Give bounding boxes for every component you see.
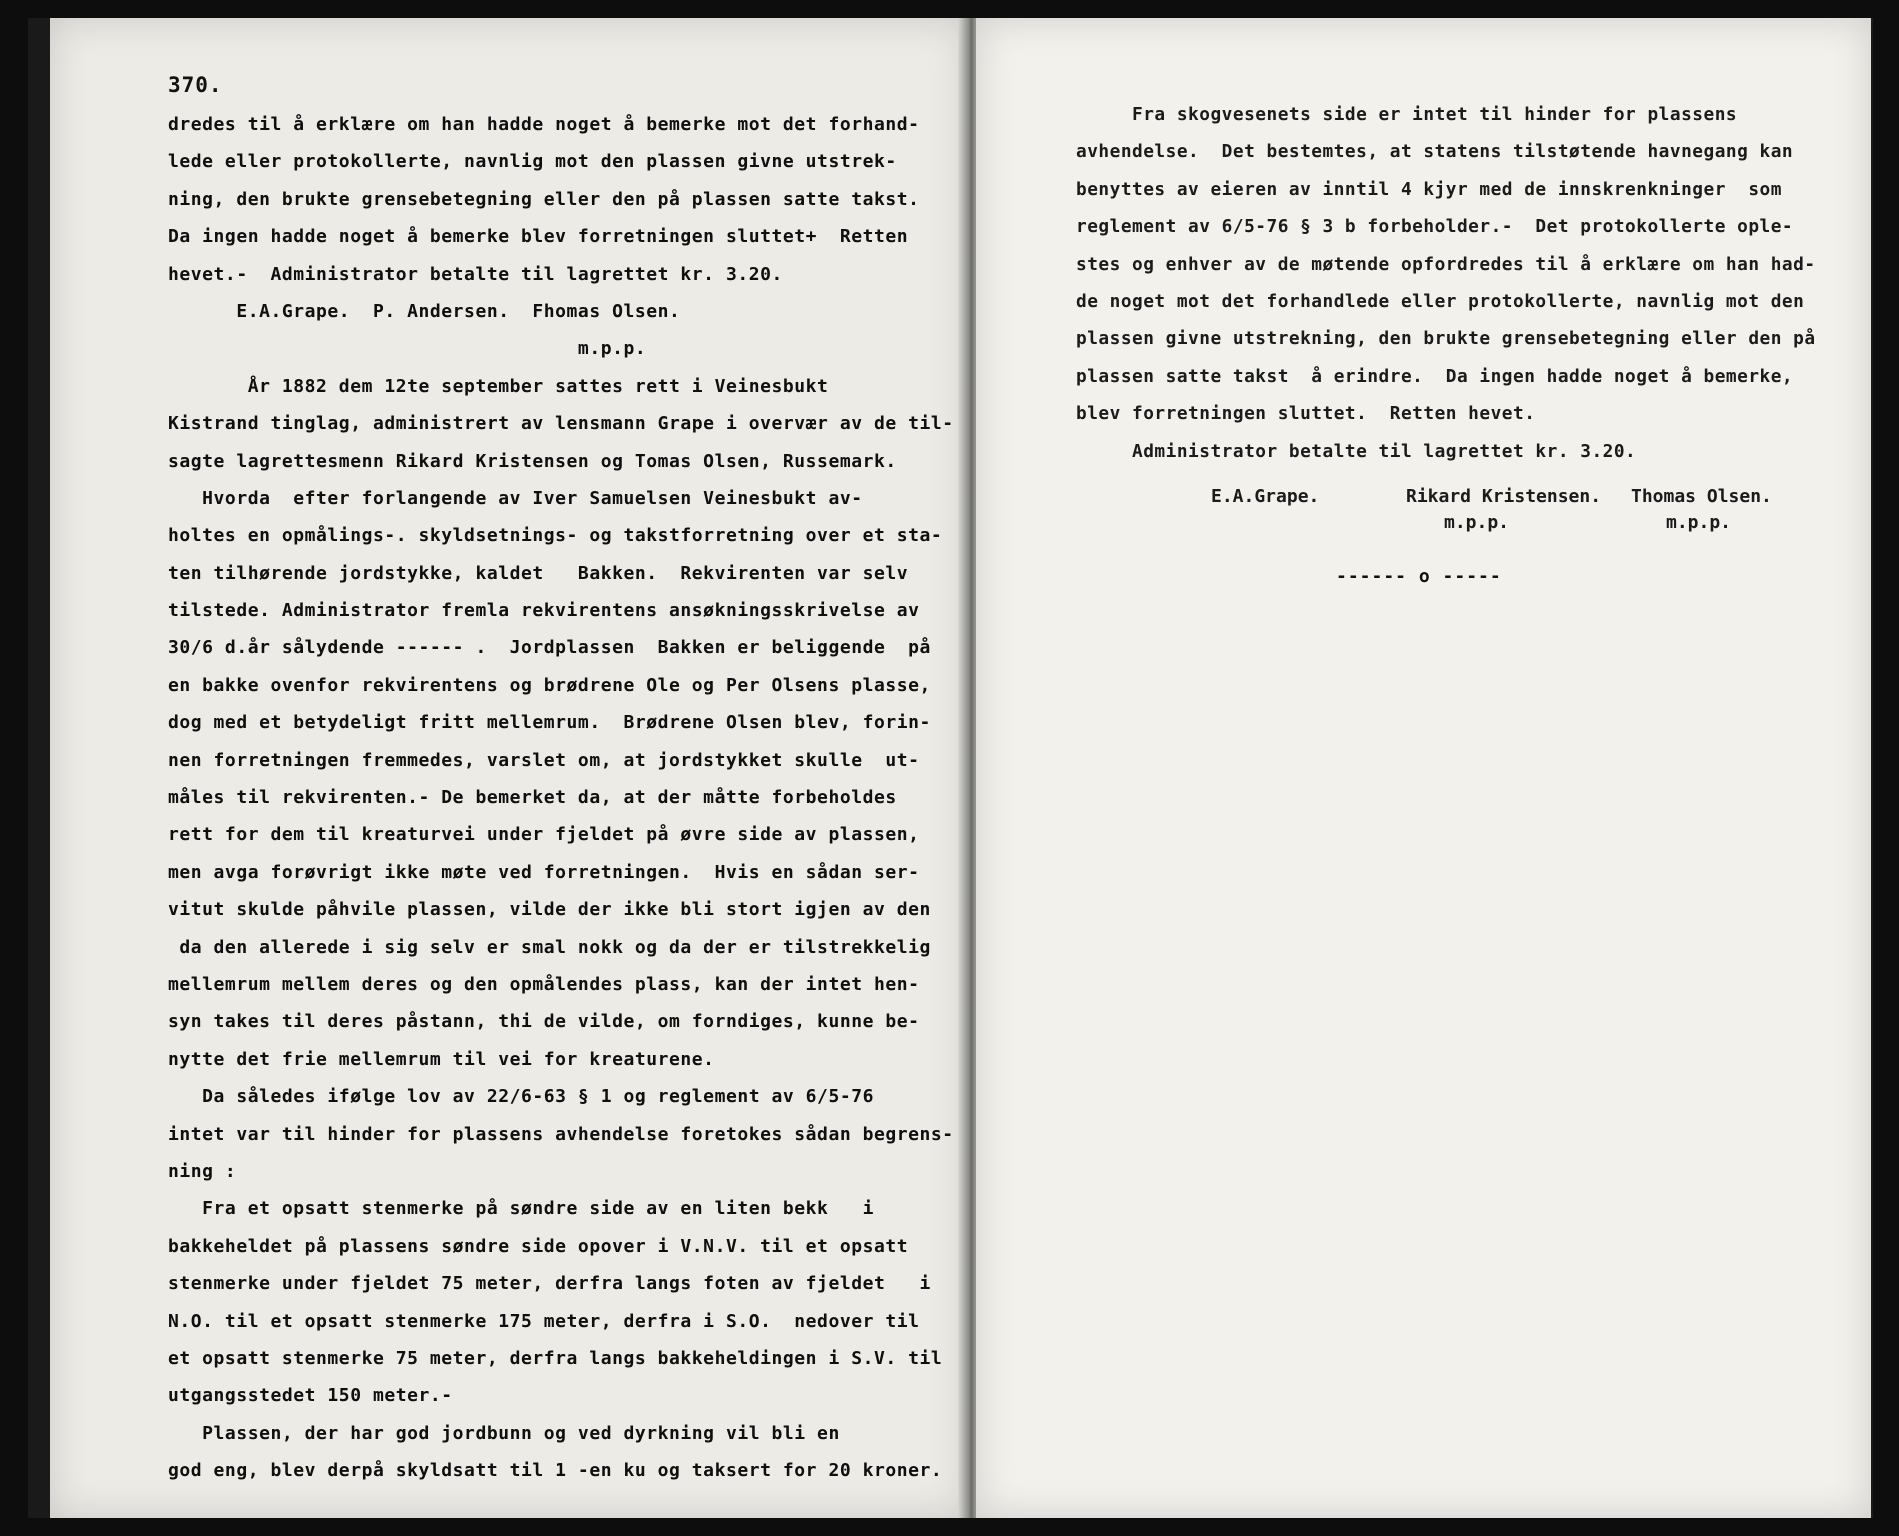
text-line: sagte lagrettesmenn Rikard Kristensen og Tomas Olsen, Russemark. [168, 450, 897, 472]
text-line: m.p.p. [168, 338, 647, 360]
text-line: da den allerede i sig selv er smal nokk og da der er tilstrekkelig [168, 936, 931, 958]
text-line: dog med et betydeligt fritt mellemrum. Brødrene Olsen blev, forin- [168, 712, 931, 734]
text-line: Hvorda efter forlangende av Iver Samuelsen Veinesbukt av- [168, 487, 863, 509]
text-line: Da således ifølge lov av 22/6-63 § 1 og reglement av 6/5-76 [168, 1086, 874, 1108]
left-page [50, 18, 970, 1518]
text-line: nytte det frie mellemrum til vei for kreaturene. [168, 1048, 715, 1070]
text-line: 30/6 d.år sålydende ------ . Jordplassen Bakken er beliggende på [168, 637, 931, 659]
text-line: avhendelse. Det bestemtes, at statens tilstøtende havnegang kan [1076, 141, 1794, 163]
text-line: dredes til å erklære om han hadde noget å bemerke mot det forhand- [168, 114, 920, 135]
text-line: de noget mot det forhandlede eller protokollerte, navnlig mot den [1076, 290, 1805, 312]
text-line: et opsatt stenmerke 75 meter, derfra langs bakkeheldingen i S.V. til [168, 1347, 943, 1369]
signature-grape: E.A.Grape. [1211, 486, 1320, 507]
text-line: utgangsstedet 150 meter.- [168, 1385, 453, 1407]
mpp-olsen: m.p.p. [1666, 512, 1732, 533]
text-line: nen forretningen fremmedes, varslet om, at jordstykket skulle ut- [168, 749, 920, 771]
text-line: hevet.- Administrator betalte til lagrettet kr. 3.20. [168, 263, 783, 285]
text-line: benyttes av eieren av inntil 4 kjyr med de innskrenkninger som [1076, 178, 1782, 200]
text-line: en bakke ovenfor rekvirentens og brødrene Ole og Per Olsens plasse, [168, 674, 931, 696]
text-line: plassen satte takst å erindre. Da ingen hadde noget å bemerke, [1076, 365, 1794, 387]
text-line: ten tilhørende jordstykke, kaldet Bakken. Rekvirenten var selv [168, 562, 909, 584]
text-line: ning : [168, 1160, 237, 1182]
right-page-text [1076, 96, 1836, 470]
text-line: Plassen, der har god jordbunn og ved dyrkning vil bli en [168, 1422, 840, 1444]
signature-kristensen: Rikard Kristensen. [1406, 486, 1602, 507]
right-page [976, 18, 1871, 1518]
text-line: Da ingen hadde noget å bemerke blev forretningen sluttet+ Retten [168, 226, 909, 248]
signature-olsen: Thomas Olsen. [1631, 486, 1772, 507]
text-line: blev forretningen sluttet. Retten hevet. [1076, 403, 1536, 425]
text-line: År 1882 dem 12te september sattes rett i Veinesbukt [168, 375, 829, 397]
text-line: syn takes til deres påstann, thi de vilde, om forndiges, kunne be- [168, 1011, 920, 1033]
section-divider: ------ o ----- [1336, 566, 1502, 587]
text-line: stenmerke under fjeldet 75 meter, derfra langs foten av fjeldet i [168, 1273, 931, 1295]
text-line: Kistrand tinglag, administrert av lensmann Grape i overvær av de til- [168, 413, 954, 435]
text-line: plassen givne utstrekning, den brukte grensebetegning eller den på [1076, 328, 1816, 350]
page-number: 370. [168, 73, 223, 97]
left-page-text [168, 106, 958, 1489]
text-line: mellemrum mellem deres og den opmålendes plass, kan der intet hen- [168, 973, 920, 995]
mpp-kristensen: m.p.p. [1444, 512, 1510, 533]
text-line: Fra et opsatt stenmerke på søndre side av en liten bekk i [168, 1198, 874, 1220]
text-line: reglement av 6/5-76 § 3 b forbeholder.- Det protokollerte ople- [1076, 216, 1794, 238]
text-line: N.O. til et opsatt stenmerke 175 meter, derfra i S.O. nedover til [168, 1310, 920, 1332]
text-line: vitut skulde påhvile plassen, vilde der ikke bli stort igjen av den [168, 899, 931, 921]
text-line: Fra skogvesenets side er intet til hinder for plassens [1076, 104, 1738, 125]
text-line: måles til rekvirenten.- De bemerket da, at der måtte forbeholdes [168, 787, 897, 809]
text-line: E.A.Grape. P. Andersen. Fhomas Olsen. [168, 300, 681, 322]
text-line: stes og enhver av de møtende opfordredes til å erklære om han had- [1076, 253, 1816, 275]
text-line: ning, den brukte grensebetegning eller den på plassen satte takst. [168, 188, 920, 210]
book-spread [28, 18, 1873, 1518]
text-line: rett for dem til kreaturvei under fjeldet på øvre side av plassen, [168, 824, 920, 846]
text-line: bakkeheldet på plassens søndre side opover i V.N.V. til et opsatt [168, 1235, 909, 1257]
text-line: tilstede. Administrator fremla rekvirentens ansøkningsskrivelse av [168, 600, 920, 622]
text-line: lede eller protokollerte, navnlig mot den plassen givne utstrek- [168, 151, 897, 173]
text-line: men avga forøvrigt ikke møte ved forretningen. Hvis en sådan ser- [168, 861, 920, 883]
text-line: god eng, blev derpå skyldsatt til 1 -en ku og taksert for 20 kroner. [168, 1460, 943, 1482]
text-line: holtes en opmålings-. skyldsetnings- og takstforretning over et sta- [168, 525, 943, 547]
text-line: Administrator betalte til lagrettet kr. 3.20. [1076, 440, 1637, 462]
text-line: intet var til hinder for plassens avhendelse foretokes sådan begrens- [168, 1123, 954, 1145]
